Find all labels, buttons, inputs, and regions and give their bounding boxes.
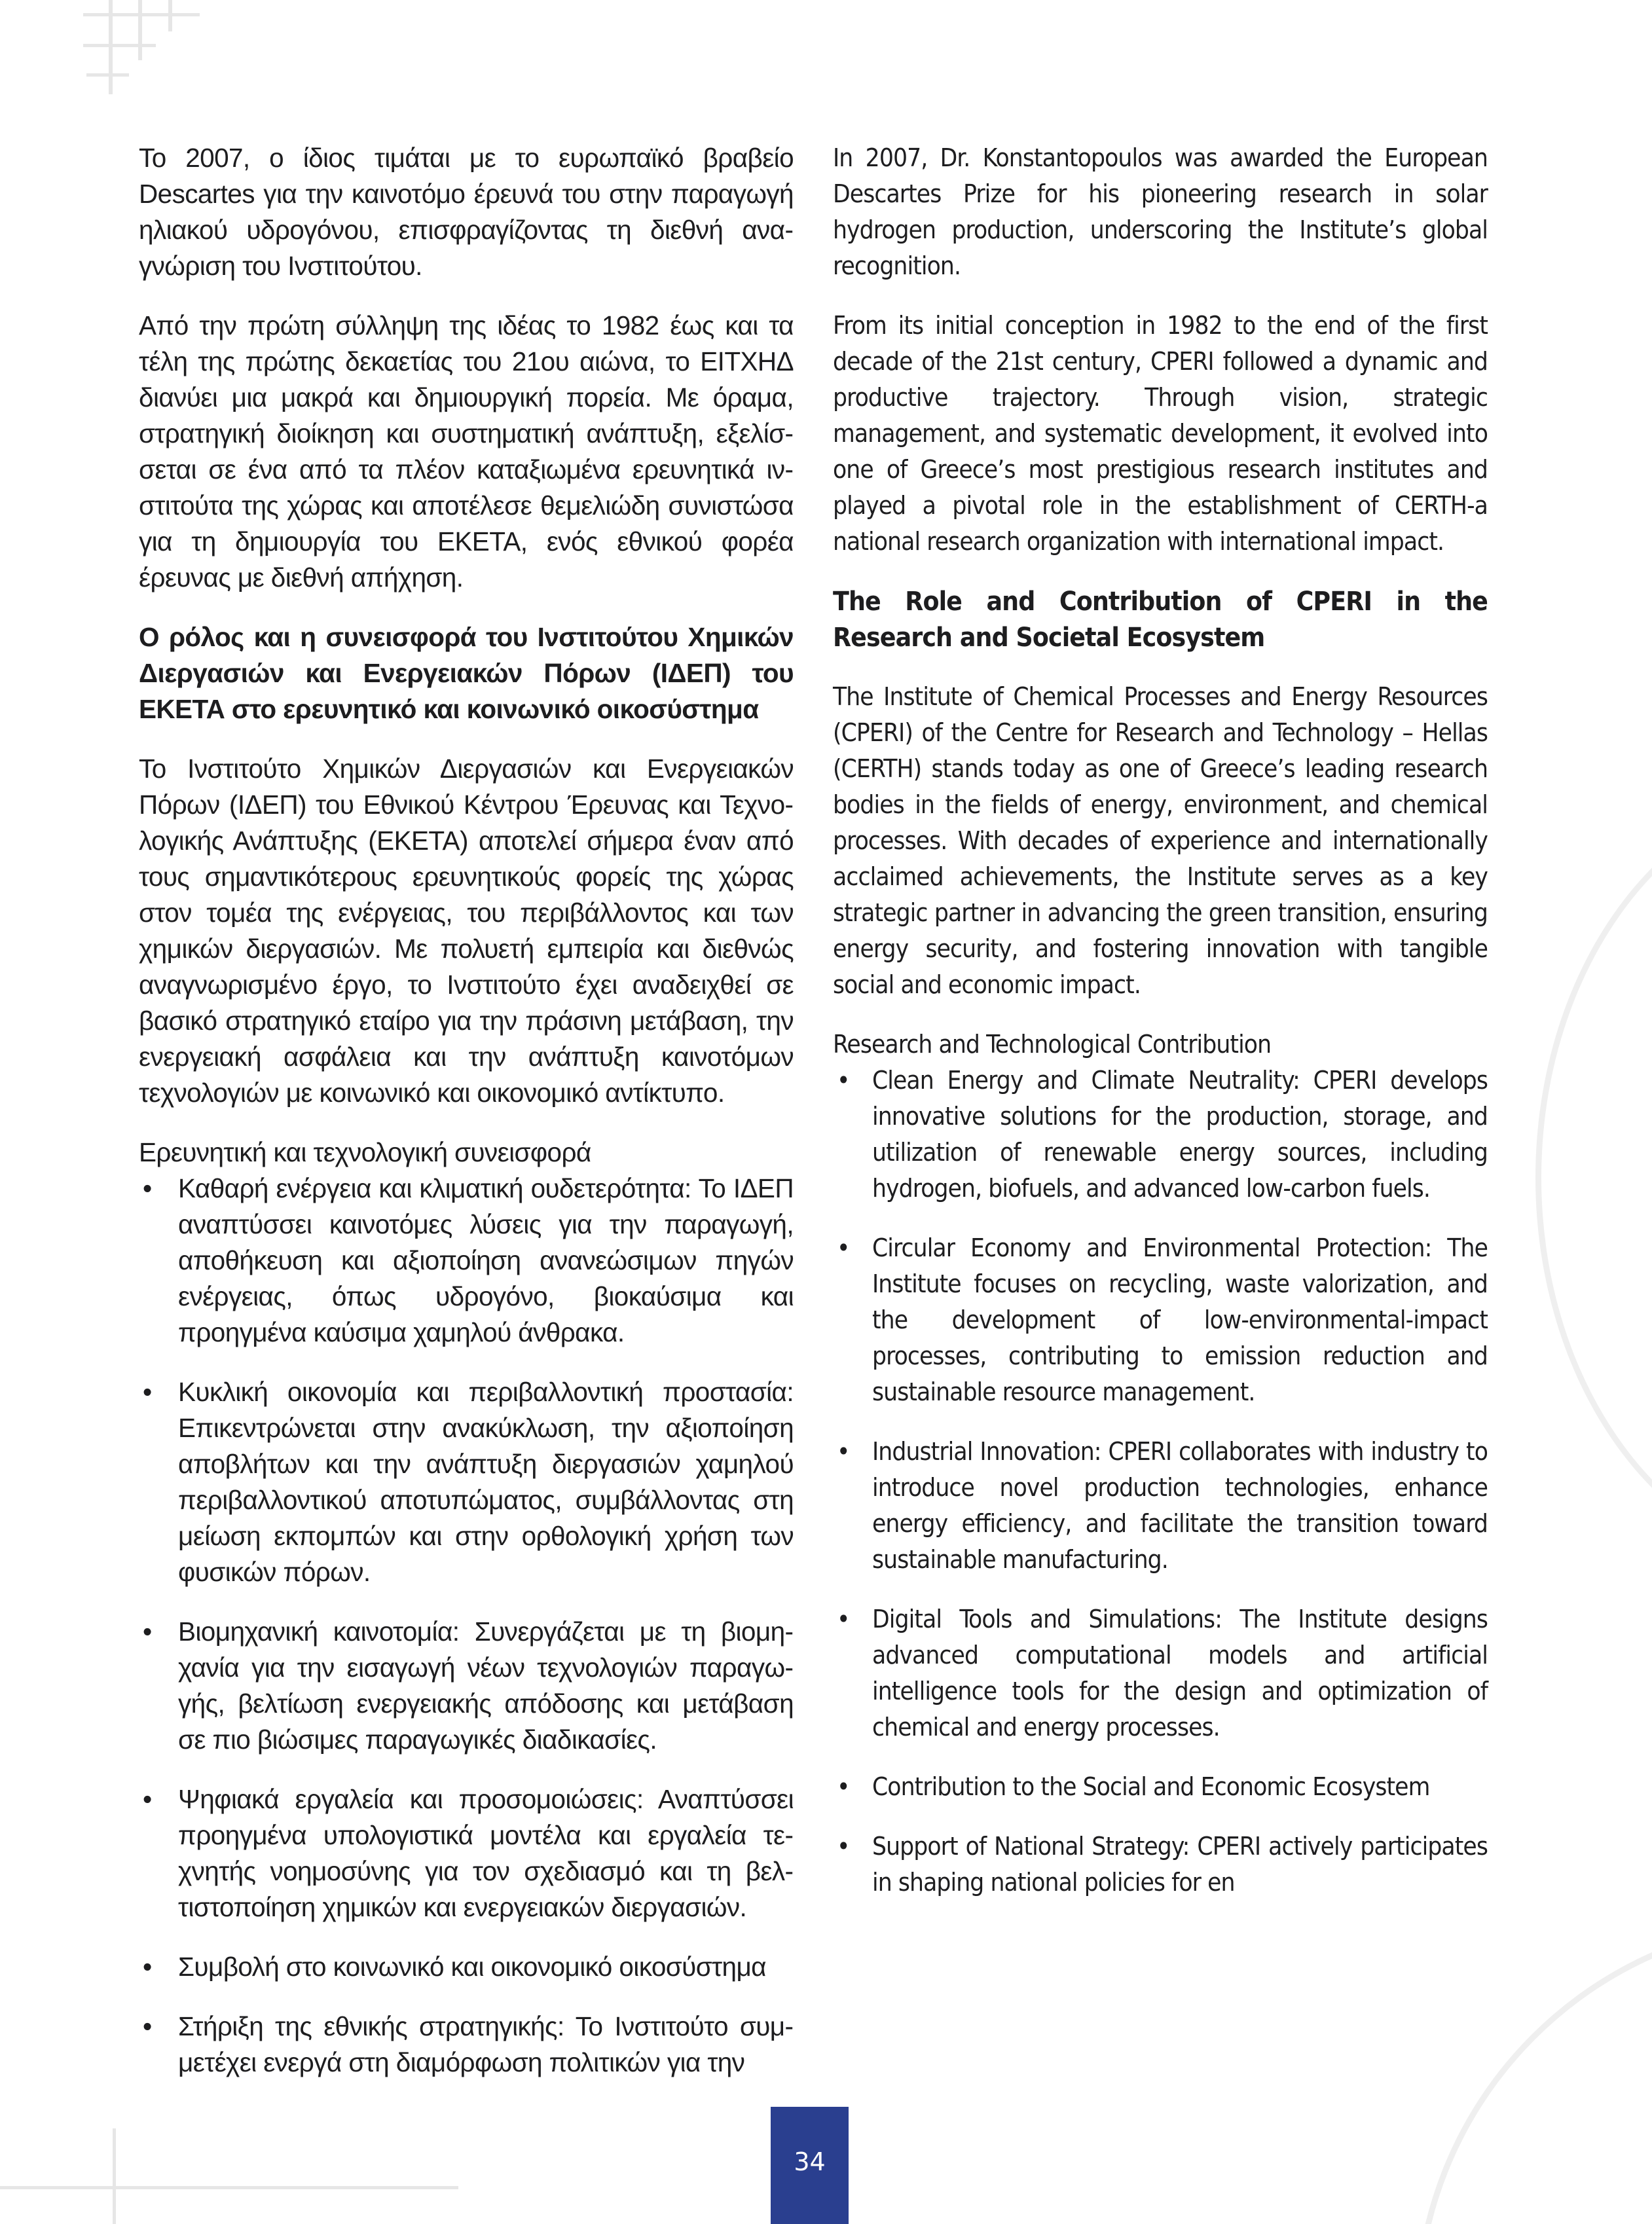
- bullet-icon: •: [143, 1616, 152, 1647]
- bullet-icon: •: [837, 1437, 850, 1467]
- list-item: • Support of National Strategy: CPERI actively participates in shaping national policies for en: [833, 1829, 1488, 1901]
- list-item: • Στήριξη της εθνικής στρατηγικής: Το Ινστιτούτο συμμετέχει ενεργά στη διαμόρφωση πολιτικών για την: [139, 2009, 794, 2081]
- greek-column: [139, 140, 794, 2104]
- bullet-icon: •: [143, 1952, 152, 1982]
- list-item: • Circular Economy and Environmental Protection: The Institute focuses on recycling, waste valorization, and the development of low-environmental-impact processes, contributing to emission reduction and sustainable resource management.: [833, 1230, 1488, 1410]
- bullet-icon: •: [837, 1066, 850, 1095]
- list-item: • Ψηφιακά εργαλεία και προσομοιώσεις: Αναπτύσσει προηγμένα υπολογιστικά μοντέλα και εργαλεία τεχνητής νοημοσύνης για τον σχεδιασμό και τη βελτιστοποίηση χημικών και ενεργειακών διεργασιών.: [139, 1781, 794, 1925]
- bullet-icon: •: [143, 1377, 152, 1407]
- bullet-icon: •: [837, 1772, 850, 1802]
- english-subheading: Research and Technological Contribution: [833, 1030, 1272, 1059]
- english-bullet-list: [833, 1063, 1488, 1901]
- list-item: • Κυκλική οικονομία και περιβαλλοντική προστασία: Επικεντρώνεται στην ανακύκλωση, την αξιοποίηση αποβλήτων και την ανάπτυξη διεργασιών χαμηλού περιβαλλοντικού αποτυπώματος, συμβάλλοντας στη μείωση εκπομπών και στην ορθολογική χρήση των φυσικών πόρων.: [139, 1374, 794, 1590]
- bullet-icon: •: [837, 1233, 850, 1263]
- bullet-icon: •: [837, 1605, 850, 1634]
- greek-subheading: Ερευνητική και τεχνολογική συνεισφορά: [139, 1137, 591, 1167]
- bullet-icon: •: [837, 1832, 850, 1861]
- list-item: • Συμβολή στο κοινωνικό και οικονομικό οικοσύστημα: [139, 1949, 794, 1985]
- list-item: • Industrial Innovation: CPERI collaborates with industry to introduce novel production technologies, enhance energy efficiency, and facilitate the transition toward sustainable manufacturing.: [833, 1434, 1488, 1578]
- english-column: [833, 140, 1488, 1924]
- greek-paragraph-1: Το 2007, ο ίδιος τιμάται με το ευρωπαϊκό βραβείο Descartes για την καινοτόμο έρευνά του στην παραγωγή ηλιακού υδρογόνου, επισφραγίζοντας τη διεθνή αναγνώριση του Ινστιτούτου.: [139, 143, 794, 281]
- list-item: • Digital Tools and Simulations: The Institute designs advanced computational models and artificial intelligence tools for the design and optimization of chemical and energy processes.: [833, 1601, 1488, 1745]
- english-intro-paragraph: The Institute of Chemical Processes and Energy Resources (CPERI) of the Centre for Research and Technology – Hellas (CERTH) stands today as one of Greece’s leading research bodies in the fields of energy, environment, and chemical processes. With decades of experience and internationally acclaimed achievements, the Institute serves as a key strategic partner in advancing the green transition, ensuring energy security, and fostering innovation with tangible social and economic impact.: [833, 682, 1488, 1000]
- greek-intro-paragraph: Το Ινστιτούτο Χημικών Διεργασιών και Ενεργειακών Πόρων (ΙΔΕΠ) του Εθνικού Κέντρου Έρευνας και Τεχνολογικής Ανάπτυξης (ΕΚΕΤΑ) αποτελεί σήμερα έναν από τους σημαντικότερους ερευνητικούς φορείς της χώρας στον τομέα της ενέργειας, του περιβάλλοντος και των χημικών διεργασιών. Με πολυετή εμπειρία και διεθνώς αναγνωρισμένο έργο, το Ινστιτούτο έχει αναδειχθεί σε βασικό στρατηγικό εταίρο για την πράσινη μετάβαση, την ενεργειακή ασφάλεια και την ανάπτυξη καινοτόμων τεχνολογιών με κοινωνικό και οικονομικό αντίκτυπο.: [139, 754, 794, 1108]
- bullet-icon: •: [143, 1173, 152, 1203]
- list-item: • Contribution to the Social and Economic Ecosystem: [833, 1769, 1488, 1805]
- english-paragraph-1: In 2007, Dr. Konstantopoulos was awarded the European Descartes Prize for his pioneering research in solar hydrogen production, underscoring the Institute’s global recognition.: [833, 143, 1488, 281]
- greek-paragraph-2: Από την πρώτη σύλληψη της ιδέας το 1982 έως και τα τέλη της πρώτης δεκαετίας του 21ου αιώνα, το ΕΙΤΧΗΔ διανύει μια μακρά και δημιουργική πορεία. Με όραμα, στρατηγική διοίκηση και συστηματική ανάπτυξη, εξελίσσεται σε ένα από τα πλέον καταξιωμένα ερευνητικά ινστιτούτα της χώρας και αποτέλεσε θεμελιώδη συνιστώσα για τη δημιουργία του ΕΚΕΤΑ, ενός εθνικού φορέα έρευνας με διεθνή απήχηση.: [139, 310, 794, 592]
- list-item: • Καθαρή ενέργεια και κλιματική ουδετερότητα: Το ΙΔΕΠ αναπτύσσει καινοτόμες λύσεις για την παραγωγή, αποθήκευση και αξιοποίηση ανανεώσιμων πηγών ενέργειας, όπως υδρογόνο, βιοκαύσιμα και προηγμένα καύσιμα χαμηλού άνθρακα.: [139, 1171, 794, 1351]
- bullet-icon: •: [143, 2011, 152, 2041]
- english-section-heading: The Role and Contribution of CPERI in the Research and Societal Ecosystem: [833, 585, 1488, 653]
- list-item: • Βιομηχανική καινοτομία: Συνεργάζεται με τη βιομηχανία για την εισαγωγή νέων τεχνολογιών παραγωγής, βελτίωση ενεργειακής απόδοσης και μετάβαση σε πιο βιώσιμες παραγωγικές διαδικασίες.: [139, 1614, 794, 1758]
- english-paragraph-2: From its initial conception in 1982 to the end of the first decade of the 21st century, CPERI followed a dynamic and productive trajectory. Through vision, strategic management, and systematic development, it evolved into one of Greece’s most prestigious research institutes and played a pivotal role in the establishment of CERTH-a national research organization with international impact.: [833, 311, 1488, 556]
- arc-decoration-upper: [1535, 786, 1652, 1570]
- greek-bullet-list: [139, 1171, 794, 2081]
- greek-section-heading: Ο ρόλος και η συνεισφορά του Ινστιτούτου Χημικών Διεργασιών και Ενεργειακών Πόρων (ΙΔΕΠ) του ΕΚΕΤΑ στο ερευνητικό και κοινωνικό οικοσύστημα: [139, 622, 794, 724]
- bullet-icon: •: [143, 1784, 152, 1814]
- page-number-badge: 34: [771, 2107, 849, 2224]
- list-item: • Clean Energy and Climate Neutrality: CPERI develops innovative solutions for the production, storage, and utilization of renewable energy sources, including hydrogen, biofuels, and advanced low-carbon fuels.: [833, 1063, 1488, 1207]
- arc-decoration-lower: [1414, 1918, 1652, 2224]
